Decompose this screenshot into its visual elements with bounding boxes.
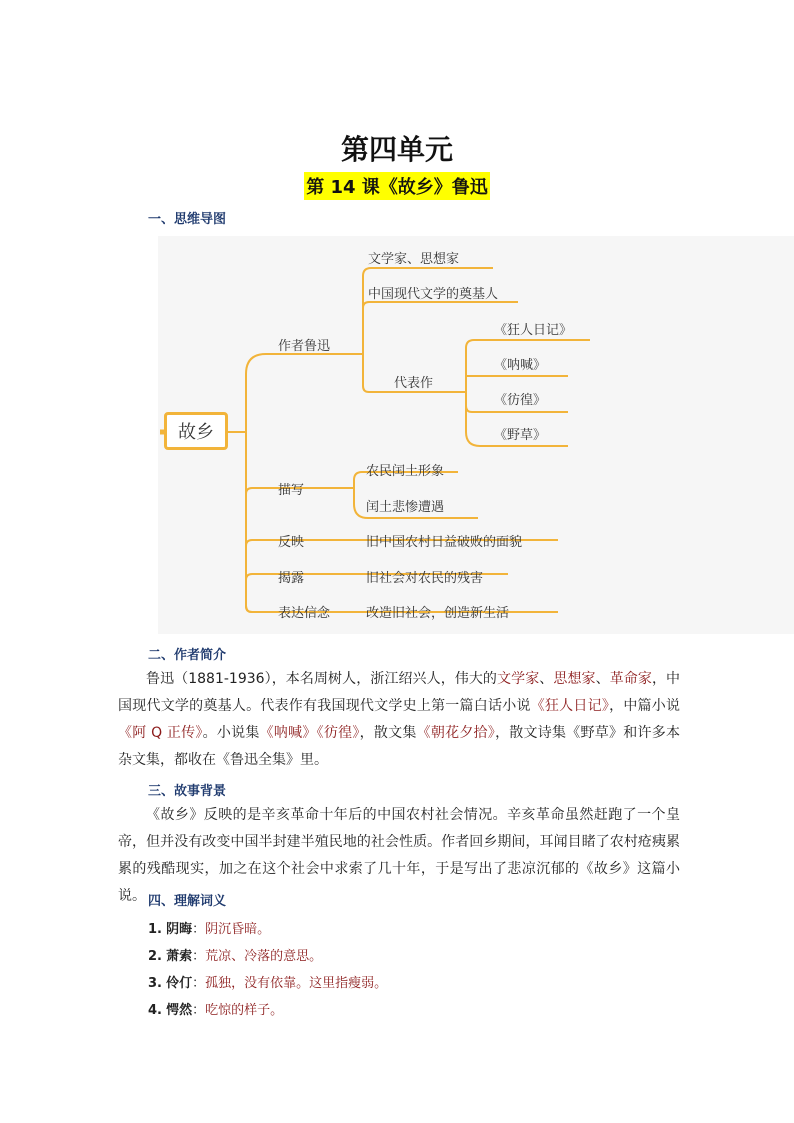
background-paragraph: 《故乡》反映的是辛亥革命十年后的中国农村社会情况。辛亥革命虽然赶跑了一个皇帝，但并没有改变中国半封建半殖民地的社会性质。作者回乡期间，耳闻目睹了农村疮痍累累的残酷现实，加之在这个社会中求索了几十年，于是写出了悲凉沉郁的《故乡》这篇小说。 xyxy=(118,807,680,904)
lesson-title: 第 14 课《故乡》鲁迅 xyxy=(304,172,490,200)
mind-map-node-reflect: 反映 xyxy=(278,535,305,550)
author-highlight: 《阿 Q 正传》 xyxy=(118,725,203,741)
vocab-number: 1. xyxy=(148,922,162,937)
author-text: 、 xyxy=(595,671,610,687)
vocab-number: 4. xyxy=(148,1003,162,1018)
mind-map-root: 故乡 xyxy=(164,412,228,450)
section-heading-vocab: 四、理解词义 xyxy=(148,894,227,909)
mind-map-node-author-item: 文学家、思想家 xyxy=(368,252,460,267)
author-text: 鲁迅（1881-1936），本名周树人，浙江绍兴人，伟大的 xyxy=(146,671,498,687)
author-text: ，中篇小说 xyxy=(609,698,681,714)
vocab-item: 4. 愕然：吃惊的样子。 xyxy=(148,1003,284,1018)
section-heading-mindmap: 一、思维导图 xyxy=(148,212,227,227)
author-highlight: 《呐喊》《彷徨》 xyxy=(259,725,360,741)
lesson-title-wrap xyxy=(0,172,794,200)
mind-map-node-describe-item: 农民闰土形象 xyxy=(366,464,445,479)
vocab-term: 萧索 xyxy=(166,949,193,964)
mind-map-node-work: 《彷徨》 xyxy=(494,393,547,408)
mind-map-node-work: 《呐喊》 xyxy=(494,358,547,373)
vocab-item: 1. 阴晦：阴沉昏暗。 xyxy=(148,922,271,937)
mind-map xyxy=(158,236,794,634)
mind-map-node-expose-item: 旧社会对农民的残害 xyxy=(366,571,484,586)
mind-map-node-express: 表达信念 xyxy=(278,606,331,621)
vocab-number: 2. xyxy=(148,949,162,964)
vocab-term: 愕然 xyxy=(166,1003,193,1018)
vocab-term: 伶仃 xyxy=(166,976,193,991)
author-text: ，散文集 xyxy=(359,725,417,741)
vocab-definition: 阴沉昏暗。 xyxy=(205,922,271,937)
vocab-item: 3. 伶仃：孤独，没有依靠。这里指瘦弱。 xyxy=(148,976,388,991)
mind-map-node-work: 《狂人日记》 xyxy=(494,323,573,338)
mind-map-node-expose: 揭露 xyxy=(278,571,305,586)
section-heading-author: 二、作者简介 xyxy=(148,648,227,663)
author-text: ，中国现代文学的奠基人。代表作有我国现代文学史上第一篇白话小说 xyxy=(118,671,681,714)
section-heading-background: 三、故事背景 xyxy=(148,784,227,799)
author-text: ，散文诗集《野草》和许多本杂文集，都收在《鲁迅全集》里。 xyxy=(118,725,681,768)
author-highlight: 《朝花夕拾》 xyxy=(416,725,496,741)
mind-map-node-works: 代表作 xyxy=(394,376,434,391)
mind-map-node-reflect-item: 旧中国农村日益破败的面貌 xyxy=(366,535,523,550)
branch-author xyxy=(246,354,338,374)
mind-map-node-author-item: 中国现代文学的奠基人 xyxy=(368,287,499,302)
author-intro-paragraph xyxy=(118,666,680,774)
author-highlight: 革命家 xyxy=(609,671,652,687)
mind-map-node-describe: 描写 xyxy=(278,483,305,498)
author-text: 。小说集 xyxy=(202,725,260,741)
vocab-item: 2. 萧索：荒凉、冷落的意思。 xyxy=(148,949,323,964)
author-highlight: 思想家 xyxy=(553,671,596,687)
author-text: 、 xyxy=(539,671,554,687)
vocab-definition: 孤独，没有依靠。这里指瘦弱。 xyxy=(205,976,388,991)
vocab-number: 3. xyxy=(148,976,162,991)
mind-map-node-author: 作者鲁迅 xyxy=(278,339,331,354)
vocab-definition: 吃惊的样子。 xyxy=(205,1003,284,1018)
mind-map-node-express-item: 改造旧社会，创造新生活 xyxy=(366,606,510,621)
vocab-definition: 荒凉、冷落的意思。 xyxy=(205,949,323,964)
vocab-term: 阴晦 xyxy=(166,922,193,937)
mind-map-node-work: 《野草》 xyxy=(494,428,547,443)
author-highlight: 文学家 xyxy=(497,671,540,687)
mind-map-node-describe-item: 闰土悲惨遭遇 xyxy=(366,500,445,515)
unit-title: 第四单元 xyxy=(340,133,453,166)
author-highlight: 《狂人日记》 xyxy=(530,698,610,714)
